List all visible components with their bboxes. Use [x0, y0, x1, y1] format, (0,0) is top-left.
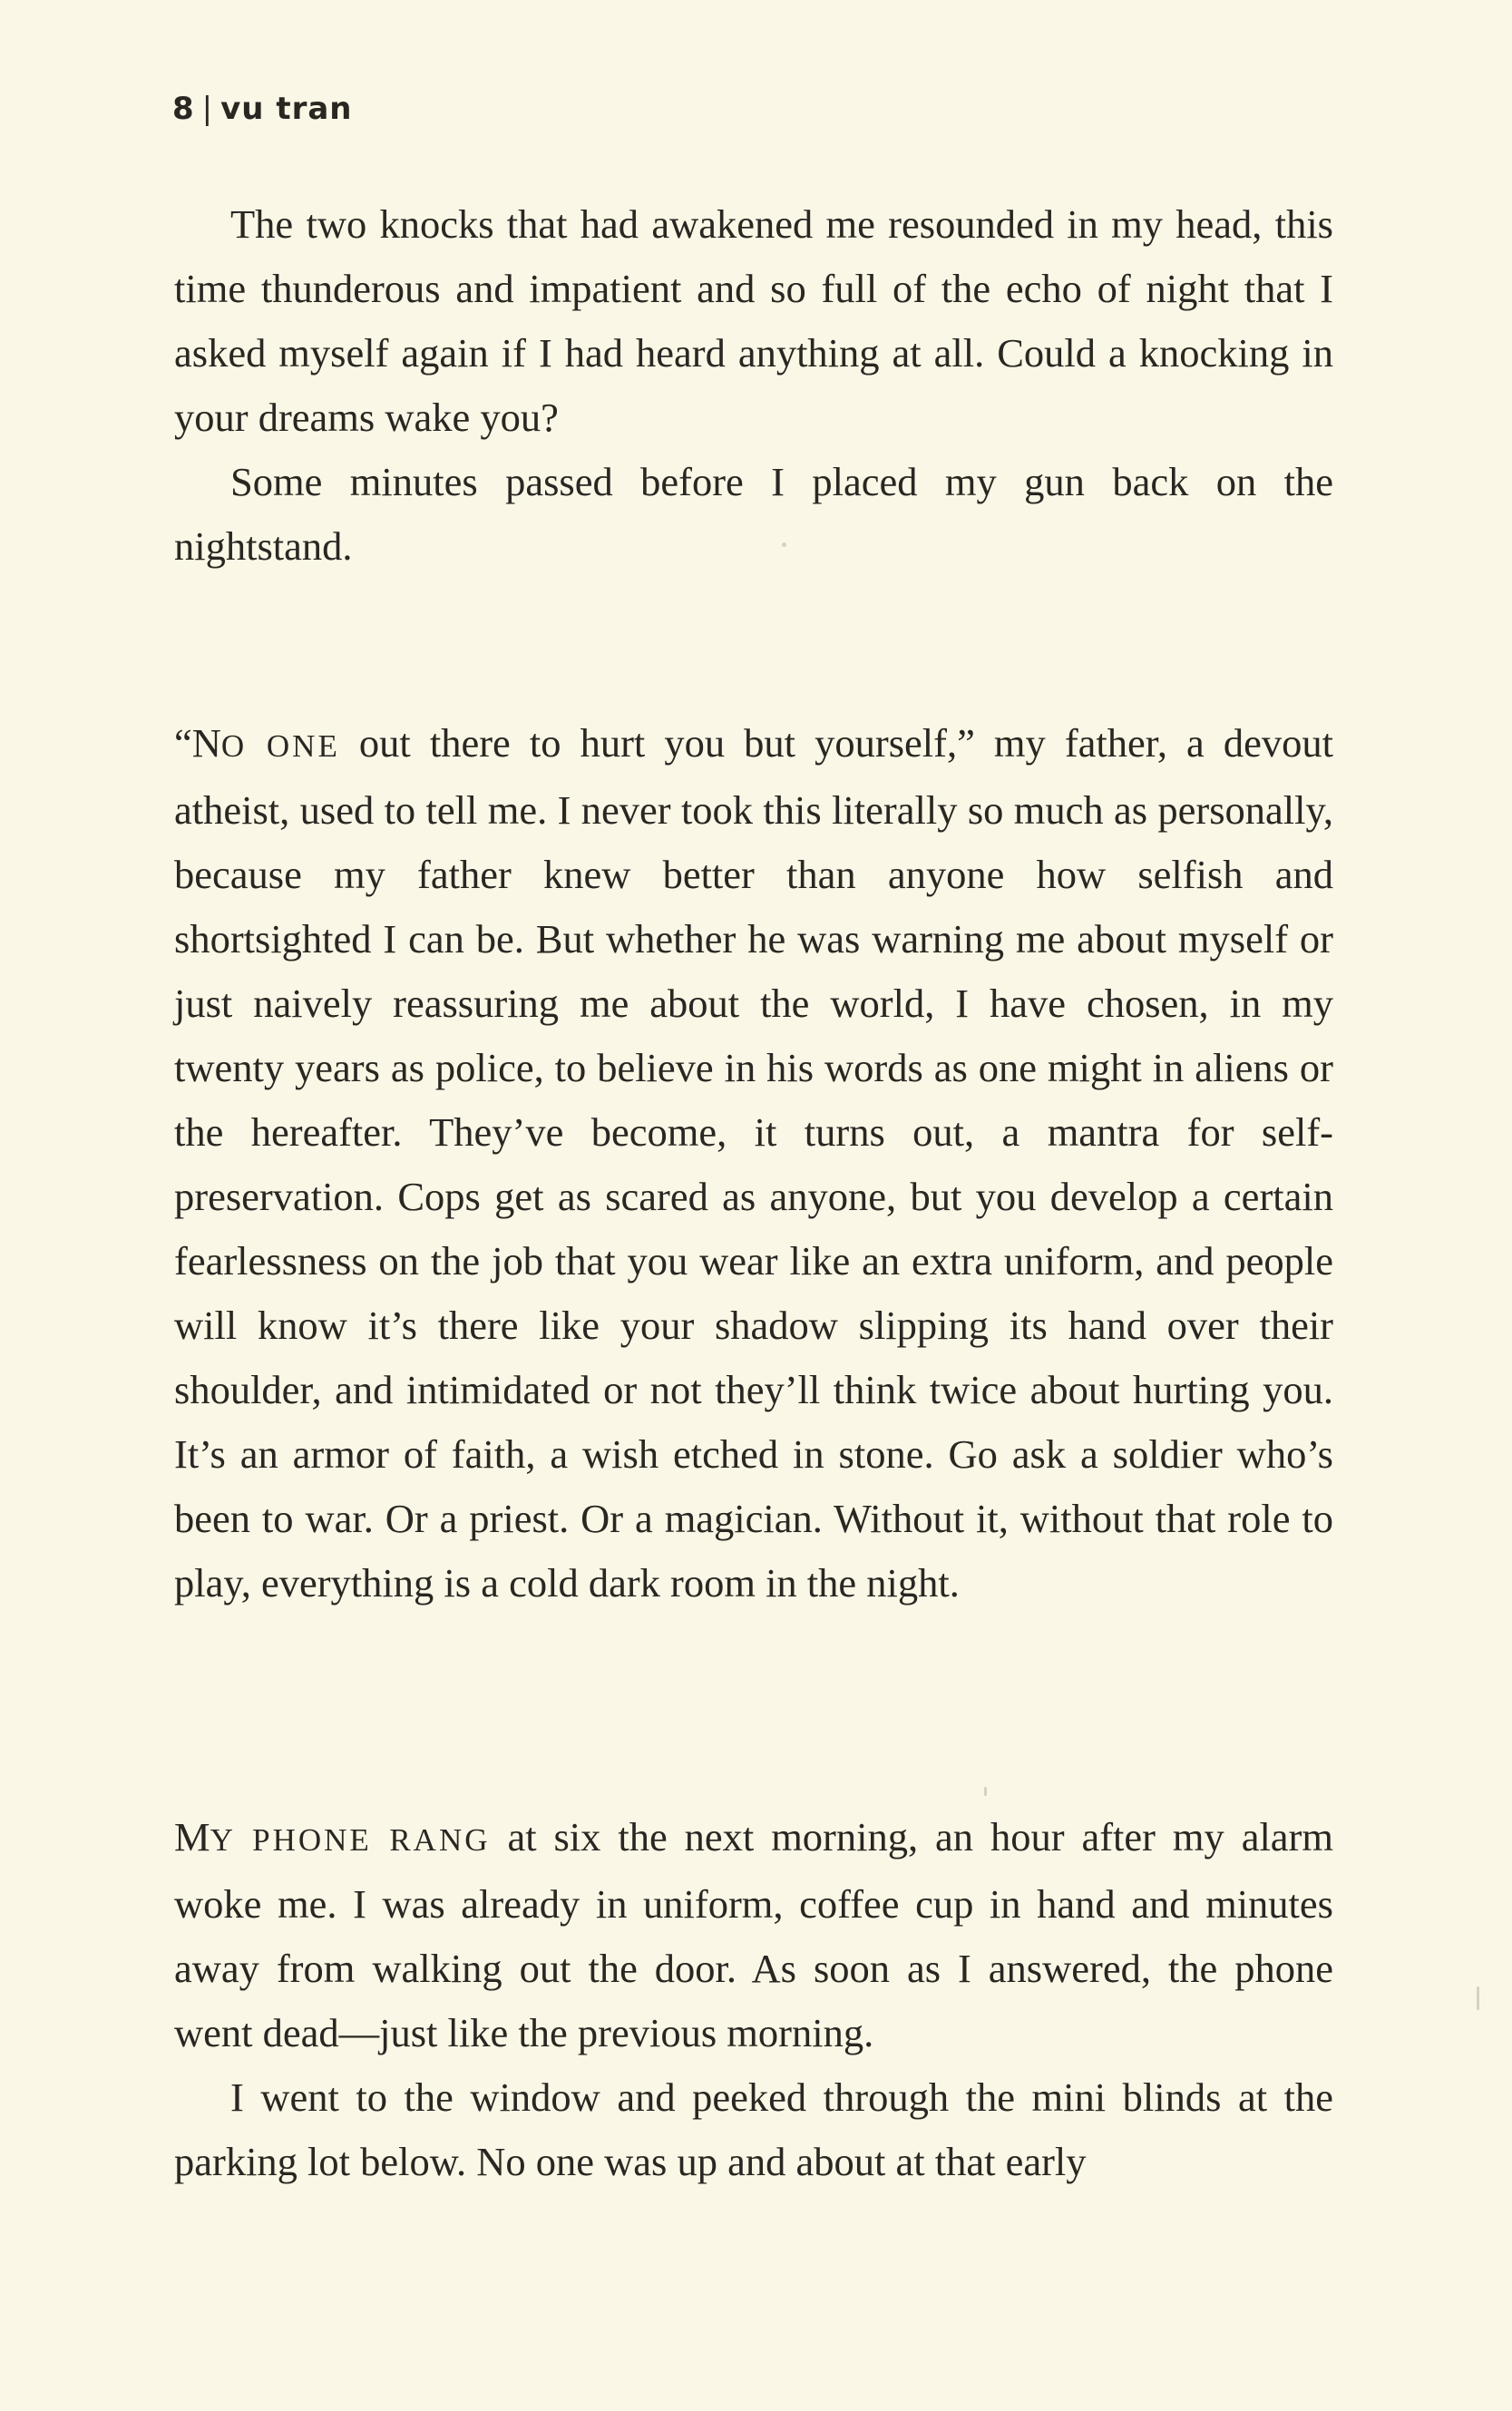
paragraph: Some minutes passed before I placed my gun back on the nightstand. — [174, 459, 1333, 569]
paragraph: I went to the window and peeked through the mini blinds at the parking lot below. No one was up and about at that early — [174, 2074, 1333, 2184]
lead-smallcaps: O ONE — [220, 728, 340, 764]
paragraph-text: out there to hurt you but yourself,” my father, a devout atheist, used to tell me. I never took this literally so much as personally, because my father knew better than anyone how selfish and shortsighted I can be. But whether he was warning me about myself or just naively reassuring me about the world, I have chosen, in my twenty years as police, to believe in his words as one might in aliens or the hereafter. They’ve become, it turns out, a mantra for self-preservation. Cops get as scared as anyone, but you develop a certain fearlessness on the job that you wear like an extra uniform, and people will know it’s there like your shadow slipping its hand over their shoulder, and intimidated or not they’ll think twice about hurting you. It’s an armor of faith, a wish etched in stone. Go ask a soldier who’s been to war. Or a priest. Or a magician. Without it, without that role to play, everything is a cold dark room in the night. — [174, 720, 1333, 1606]
lead-initial: M — [174, 1814, 210, 1859]
section-2 — [174, 711, 1333, 1615]
section-1 — [174, 192, 1333, 579]
paper-speck — [984, 1787, 987, 1796]
header-separator: | — [201, 91, 214, 127]
author-name: vu tran — [220, 91, 353, 127]
paper-speck — [782, 542, 786, 547]
running-head — [172, 91, 353, 127]
paragraph-text: at six the next morning, an hour after my alarm woke me. I was already in uniform, coffee cup in hand and minutes away from walking out the door. As soon as I answered, the phone went dead—just like the previous morning. — [174, 1814, 1333, 2055]
paragraph: The two knocks that had awakened me resounded in my head, this time thunderous and impatient and so full of the echo of night that I asked myself again if I had heard anything at all. Could a knocking in your dreams wake you? — [174, 201, 1333, 440]
paragraph — [174, 1805, 1333, 2065]
paragraph — [174, 711, 1333, 1615]
paper-speck — [1477, 1986, 1479, 2010]
opening-quote: “ — [174, 720, 192, 766]
section-3 — [174, 1805, 1333, 2194]
lead-smallcaps: Y PHONE RANG — [210, 1822, 491, 1858]
lead-initial: N — [191, 720, 221, 766]
page-number: 8 — [172, 91, 195, 127]
